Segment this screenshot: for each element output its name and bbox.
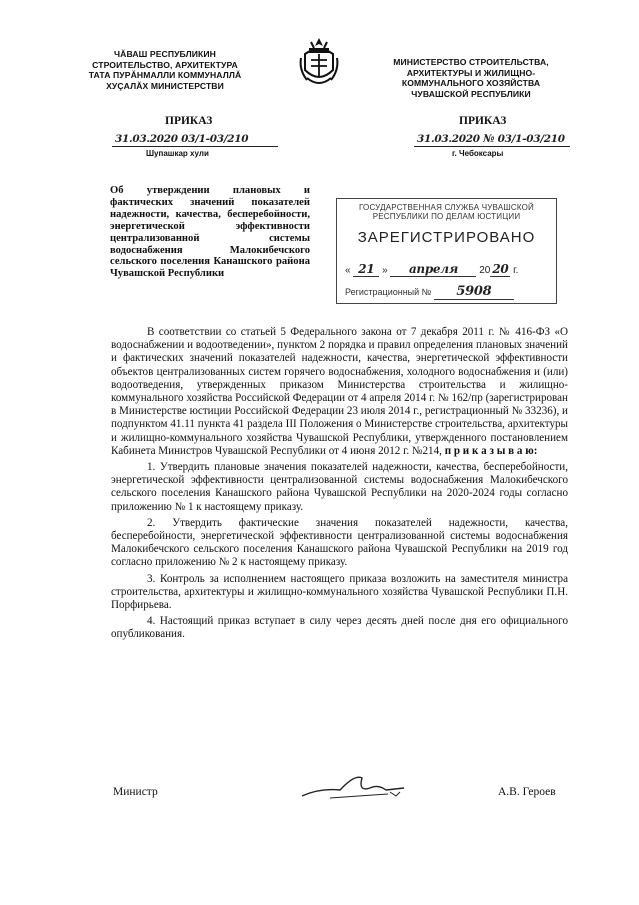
- stamp-date-day: 21: [353, 262, 379, 277]
- intro-text: В соответствии со статьей 5 Федерального закона от 7 декабря 2011 г. № 416-ФЗ «О водоснабжении и водоотведении», пунктом 2 порядка и правил определения плановых значений и фактических значений показателей надежности, качества, энергетической эффективности объектов централизованных систем горячего водоснабжения, холодного водоснабжения и (или) водоотведения, утвержденных приказом Министерства строительства и жилищно-коммунального хозяйства Российской Федерации от 4 апреля 2014 г. № 162/пр (зарегистрирован в Министерстве юстиции Российской Федерации 23 июля 2014 г., регистрационный № 33236), и подпунктом 41.11 пункта 41 раздела III Положения о Министерстве строительства, архитектуры и жилищно-коммунального хозяйства Чувашской Республики, утвержденного постановлением Кабинета Министров Чувашской Республики от 4 июня 2012 г. №214,: [111, 326, 568, 457]
- left-place-name: Шупашкар хули: [146, 149, 209, 158]
- left-prikaz-label: ПРИКАЗ: [165, 115, 213, 127]
- stamp-reg-label: Регистрационный №: [345, 287, 432, 297]
- stamp-year-prefix: 20: [479, 265, 491, 276]
- intro-paragraph: [111, 326, 568, 458]
- header-left-ministry: ЧĂВАШ РЕСПУБЛИКИН СТРОИТЕЛЬСТВО, АРХИТЕКТУРА ТАТА ПУРĂНМАЛЛИ КОММУНАЛЛĂ ХУÇАЛĂХ МИНИСТЕРСТВИ: [88, 49, 242, 91]
- signature-scribble-icon: [300, 768, 410, 804]
- right-prikaz-label: ПРИКАЗ: [459, 115, 507, 127]
- stamp-reg-number: 5908: [434, 284, 514, 300]
- signature-position: Министр: [113, 786, 158, 798]
- document-body: [111, 326, 568, 645]
- document-title: Об утверждении плановых и фактических значений показателей надежности, качества, бесперебойности, энергетической эффективности централизованной системы водоснабжения Малокибечского сельского поселения Канашского района Чувашской Республики: [110, 185, 310, 280]
- stamp-date-open: «: [345, 265, 351, 276]
- item-3: 3. Контроль за исполнением настоящего приказа возложить на заместителя министра строительства, архитектуры и жилищно-коммунального хозяйства Чувашской Республики П.Н. Порфирьева.: [111, 572, 568, 612]
- stamp-year-unit: г.: [513, 265, 519, 276]
- item-2: 2. Утвердить фактические значения показателей надежности, качества, бесперебойности, энергетической эффективности централизованной системы водоснабжения Малокибечского сельского поселения Канашского района Чувашской Республики на 2019 год согласно приложению № 2 к настоящему приказу.: [111, 516, 568, 569]
- coat-of-arms-emblem: [297, 34, 341, 92]
- signature-name: А.В. Героев: [498, 786, 556, 798]
- emblem-icon: [297, 34, 341, 92]
- stamp-year-suffix: 20: [492, 262, 509, 276]
- stamp-line1: ГОСУДАРСТВЕННАЯ СЛУЖБА ЧУВАШСКОЙ: [358, 203, 535, 212]
- item-1: 1. Утвердить плановые значения показателей надежности, качества, бесперебойности, энергетической эффективности централизованной системы водоснабжения Малокибечского сельского поселения Канашского района Чувашской Республики на 2020-2024 годы согласно приложению № 1 к настоящему приказу.: [111, 461, 568, 513]
- left-handwritten-date-number: 31.03.2020 03/1-03/210: [115, 133, 249, 145]
- stamp-date-row: [345, 262, 550, 277]
- left-number-underline: [112, 146, 278, 147]
- item-4: 4. Настоящий приказ вступает в силу через десять дней после дня его официального опубликования.: [111, 615, 568, 641]
- stamp-registered: ЗАРЕГИСТРИРОВАНО: [357, 229, 536, 246]
- right-handwritten-date-number: 31.03.2020 № 03/1-03/210: [417, 133, 565, 145]
- handwritten-signature: [300, 768, 410, 804]
- order-command: п р и к а з ы в а ю:: [444, 444, 538, 457]
- stamp-date-month: апреля: [390, 262, 476, 277]
- stamp-date-close: »: [382, 265, 388, 276]
- stamp-reg-row: [345, 284, 550, 300]
- stamp-line2: РЕСПУБЛИКИ ПО ДЕЛАМ ЮСТИЦИИ: [372, 212, 521, 221]
- right-number-underline: [414, 146, 570, 147]
- right-place-name: г. Чебоксары: [452, 149, 504, 158]
- registration-stamp: [336, 198, 557, 304]
- header-right-ministry: МИНИСТЕРСТВО СТРОИТЕЛЬСТВА, АРХИТЕКТУРЫ И ЖИЛИЩНО-КОММУНАЛЬНОГО ХОЗЯЙСТВА ЧУВАШСКОЙ РЕСПУБЛИКИ: [393, 57, 549, 99]
